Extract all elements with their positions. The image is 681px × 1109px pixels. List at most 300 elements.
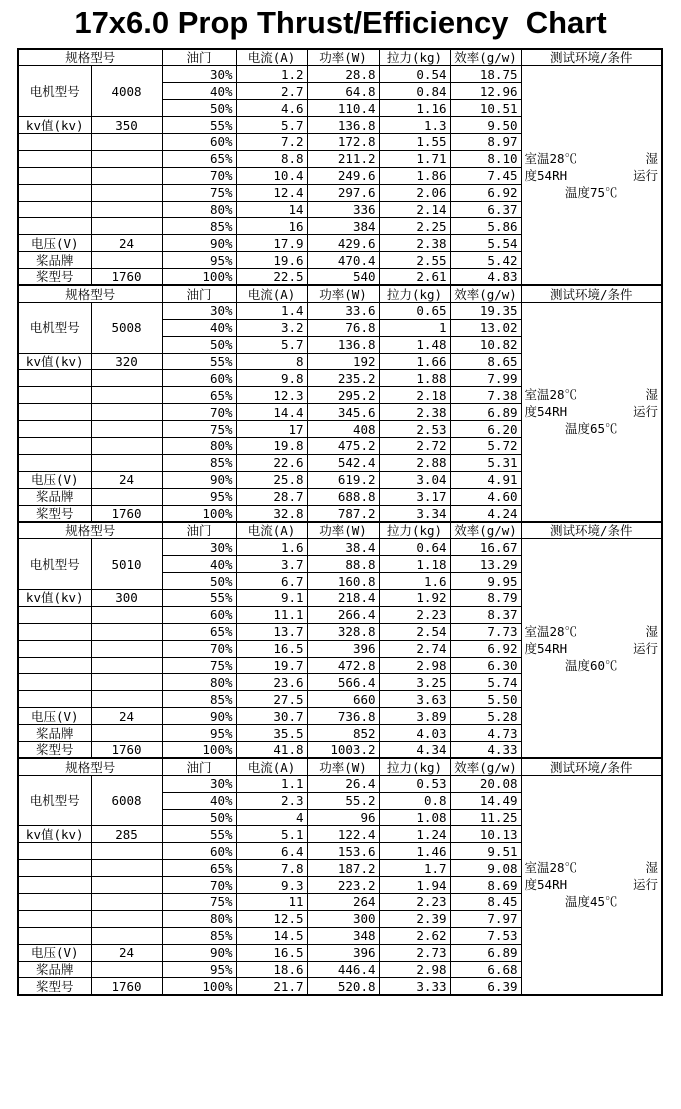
spec-value: 1760 <box>91 978 162 995</box>
spec-value-empty <box>91 877 162 894</box>
throttle-cell: 80% <box>162 437 236 454</box>
header-cell: 油门 <box>162 285 236 302</box>
current-cell: 16.5 <box>236 944 307 961</box>
spec-label-empty <box>18 370 91 387</box>
table-row <box>18 66 662 83</box>
thrust-cell: 0.64 <box>379 539 450 556</box>
thrust-cell: 1.71 <box>379 150 450 167</box>
thrust-cell: 0.8 <box>379 792 450 809</box>
current-cell: 14.4 <box>236 404 307 421</box>
spec-value-empty <box>91 133 162 150</box>
env-room-temp: 室温28℃ <box>524 860 578 876</box>
spec-value-empty <box>91 691 162 708</box>
throttle-cell: 70% <box>162 167 236 184</box>
chart-title: 17x6.0 Prop Thrust/Efficiency Chart <box>74 5 607 40</box>
current-cell: 12.5 <box>236 910 307 927</box>
thrust-cell: 1.86 <box>379 167 450 184</box>
spec-label: 桨型号 <box>18 742 91 759</box>
throttle-cell: 65% <box>162 860 236 877</box>
spec-label-empty <box>18 910 91 927</box>
efficiency-cell: 8.37 <box>450 606 521 623</box>
spec-label-empty <box>18 218 91 235</box>
thrust-cell: 2.61 <box>379 269 450 286</box>
current-cell: 5.1 <box>236 826 307 843</box>
header-row <box>18 522 662 539</box>
throttle-cell: 90% <box>162 944 236 961</box>
efficiency-cell: 11.25 <box>450 809 521 826</box>
spec-value: 5010 <box>91 539 162 590</box>
spec-label-empty <box>18 133 91 150</box>
thrust-cell: 2.23 <box>379 894 450 911</box>
throttle-cell: 65% <box>162 387 236 404</box>
throttle-cell: 75% <box>162 421 236 438</box>
power-cell: 619.2 <box>307 471 379 488</box>
thrust-efficiency-table <box>17 48 663 996</box>
env-text <box>525 150 659 201</box>
thrust-cell: 3.04 <box>379 471 450 488</box>
current-cell: 22.6 <box>236 454 307 471</box>
efficiency-cell: 9.08 <box>450 860 521 877</box>
current-cell: 28.7 <box>236 488 307 505</box>
throttle-cell: 65% <box>162 623 236 640</box>
spec-label: 电机型号 <box>18 302 91 353</box>
power-cell: 295.2 <box>307 387 379 404</box>
thrust-cell: 2.54 <box>379 623 450 640</box>
thrust-cell: 2.53 <box>379 421 450 438</box>
efficiency-cell: 6.68 <box>450 961 521 978</box>
env-humid-label: 湿 <box>645 150 659 166</box>
spec-value-empty <box>91 623 162 640</box>
current-cell: 1.2 <box>236 66 307 83</box>
header-cell: 电流(A) <box>236 522 307 539</box>
thrust-cell: 0.54 <box>379 66 450 83</box>
spec-value-empty <box>91 454 162 471</box>
env-humidity: 度54RH <box>524 877 568 893</box>
current-cell: 14 <box>236 201 307 218</box>
spec-value: 6008 <box>91 775 162 826</box>
spec-label-empty <box>18 691 91 708</box>
efficiency-cell: 19.35 <box>450 302 521 319</box>
power-cell: 88.8 <box>307 556 379 573</box>
efficiency-cell: 5.54 <box>450 235 521 252</box>
spec-label-empty <box>18 201 91 218</box>
spec-value-empty <box>91 437 162 454</box>
current-cell: 19.6 <box>236 252 307 269</box>
header-cell: 测试环境/条件 <box>521 758 662 775</box>
thrust-cell: 2.18 <box>379 387 450 404</box>
throttle-cell: 95% <box>162 961 236 978</box>
current-cell: 17 <box>236 421 307 438</box>
spec-value-empty <box>91 657 162 674</box>
spec-value-empty <box>91 860 162 877</box>
current-cell: 5.7 <box>236 117 307 134</box>
env-text <box>525 386 659 437</box>
throttle-cell: 55% <box>162 353 236 370</box>
current-cell: 16 <box>236 218 307 235</box>
current-cell: 14.5 <box>236 927 307 944</box>
env-run-label: 运行 <box>633 877 659 893</box>
thrust-cell: 1.6 <box>379 573 450 590</box>
throttle-cell: 100% <box>162 978 236 995</box>
power-cell: 76.8 <box>307 319 379 336</box>
throttle-cell: 75% <box>162 894 236 911</box>
throttle-cell: 75% <box>162 657 236 674</box>
spec-label: 电压(V) <box>18 708 91 725</box>
efficiency-cell: 6.92 <box>450 184 521 201</box>
power-cell: 852 <box>307 725 379 742</box>
throttle-cell: 80% <box>162 674 236 691</box>
current-cell: 8 <box>236 353 307 370</box>
thrust-cell: 1.7 <box>379 860 450 877</box>
thrust-cell: 2.06 <box>379 184 450 201</box>
throttle-cell: 80% <box>162 201 236 218</box>
power-cell: 540 <box>307 269 379 286</box>
header-spec: 规格型号 <box>18 758 162 775</box>
spec-label: kv值(kv) <box>18 590 91 607</box>
current-cell: 2.3 <box>236 792 307 809</box>
current-cell: 4.6 <box>236 100 307 117</box>
header-row <box>18 285 662 302</box>
header-cell: 功率(W) <box>307 285 379 302</box>
spec-label: 电机型号 <box>18 66 91 117</box>
spec-label: 桨型号 <box>18 978 91 995</box>
power-cell: 192 <box>307 353 379 370</box>
throttle-cell: 95% <box>162 725 236 742</box>
power-cell: 470.4 <box>307 252 379 269</box>
env-run-label: 运行 <box>633 640 659 656</box>
thrust-cell: 3.34 <box>379 505 450 522</box>
efficiency-cell: 12.96 <box>450 83 521 100</box>
throttle-cell: 40% <box>162 556 236 573</box>
spec-label: 电机型号 <box>18 775 91 826</box>
throttle-cell: 55% <box>162 117 236 134</box>
thrust-cell: 2.73 <box>379 944 450 961</box>
throttle-cell: 40% <box>162 792 236 809</box>
current-cell: 7.8 <box>236 860 307 877</box>
throttle-cell: 80% <box>162 910 236 927</box>
thrust-cell: 0.65 <box>379 302 450 319</box>
thrust-cell: 1.3 <box>379 117 450 134</box>
current-cell: 1.4 <box>236 302 307 319</box>
efficiency-cell: 5.74 <box>450 674 521 691</box>
efficiency-cell: 5.31 <box>450 454 521 471</box>
power-cell: 542.4 <box>307 454 379 471</box>
spec-value-empty <box>91 421 162 438</box>
throttle-cell: 60% <box>162 133 236 150</box>
throttle-cell: 90% <box>162 708 236 725</box>
throttle-cell: 90% <box>162 235 236 252</box>
spec-value-empty <box>91 218 162 235</box>
header-cell: 电流(A) <box>236 49 307 66</box>
efficiency-cell: 9.51 <box>450 843 521 860</box>
thrust-cell: 1 <box>379 319 450 336</box>
thrust-cell: 1.88 <box>379 370 450 387</box>
current-cell: 27.5 <box>236 691 307 708</box>
spec-label-empty <box>18 454 91 471</box>
power-cell: 55.2 <box>307 792 379 809</box>
env-run-temp: 温度75℃ <box>564 184 618 200</box>
current-cell: 18.6 <box>236 961 307 978</box>
efficiency-cell: 8.10 <box>450 150 521 167</box>
power-cell: 328.8 <box>307 623 379 640</box>
thrust-cell: 3.33 <box>379 978 450 995</box>
current-cell: 7.2 <box>236 133 307 150</box>
efficiency-cell: 4.24 <box>450 505 521 522</box>
thrust-cell: 2.98 <box>379 657 450 674</box>
current-cell: 30.7 <box>236 708 307 725</box>
spec-value-empty <box>91 640 162 657</box>
spec-value: 1760 <box>91 269 162 286</box>
efficiency-cell: 8.79 <box>450 590 521 607</box>
spec-value-empty <box>91 674 162 691</box>
efficiency-cell: 7.73 <box>450 623 521 640</box>
efficiency-cell: 16.67 <box>450 539 521 556</box>
throttle-cell: 100% <box>162 269 236 286</box>
header-spec: 规格型号 <box>18 49 162 66</box>
spec-value: 24 <box>91 708 162 725</box>
efficiency-cell: 8.69 <box>450 877 521 894</box>
current-cell: 2.7 <box>236 83 307 100</box>
spec-value-empty <box>91 927 162 944</box>
env-room-temp: 室温28℃ <box>524 150 578 166</box>
header-row <box>18 49 662 66</box>
thrust-cell: 0.84 <box>379 83 450 100</box>
power-cell: 736.8 <box>307 708 379 725</box>
test-environment <box>521 302 662 522</box>
spec-label-empty <box>18 674 91 691</box>
power-cell: 110.4 <box>307 100 379 117</box>
current-cell: 9.8 <box>236 370 307 387</box>
efficiency-cell: 7.53 <box>450 927 521 944</box>
efficiency-cell: 18.75 <box>450 66 521 83</box>
throttle-cell: 60% <box>162 606 236 623</box>
efficiency-cell: 8.45 <box>450 894 521 911</box>
efficiency-cell: 10.13 <box>450 826 521 843</box>
current-cell: 5.7 <box>236 336 307 353</box>
current-cell: 25.8 <box>236 471 307 488</box>
env-run-label: 运行 <box>633 404 659 420</box>
efficiency-cell: 10.82 <box>450 336 521 353</box>
throttle-cell: 60% <box>162 370 236 387</box>
spec-label: 电压(V) <box>18 471 91 488</box>
current-cell: 16.5 <box>236 640 307 657</box>
power-cell: 396 <box>307 944 379 961</box>
header-spec: 规格型号 <box>18 285 162 302</box>
spec-label: 桨型号 <box>18 505 91 522</box>
spec-value-empty <box>91 404 162 421</box>
thrust-cell: 1.94 <box>379 877 450 894</box>
throttle-cell: 50% <box>162 336 236 353</box>
power-cell: 408 <box>307 421 379 438</box>
thrust-cell: 1.66 <box>379 353 450 370</box>
throttle-cell: 70% <box>162 877 236 894</box>
power-cell: 264 <box>307 894 379 911</box>
efficiency-cell: 7.45 <box>450 167 521 184</box>
throttle-cell: 50% <box>162 573 236 590</box>
spec-label-empty <box>18 860 91 877</box>
power-cell: 660 <box>307 691 379 708</box>
thrust-cell: 3.89 <box>379 708 450 725</box>
spec-label: 桨品牌 <box>18 725 91 742</box>
power-cell: 1003.2 <box>307 742 379 759</box>
env-humidity: 度54RH <box>524 640 568 656</box>
throttle-cell: 90% <box>162 471 236 488</box>
test-environment <box>521 775 662 995</box>
header-cell: 效率(g/w) <box>450 285 521 302</box>
current-cell: 3.2 <box>236 319 307 336</box>
env-humid-label: 湿 <box>645 860 659 876</box>
thrust-cell: 1.24 <box>379 826 450 843</box>
throttle-cell: 85% <box>162 927 236 944</box>
power-cell: 187.2 <box>307 860 379 877</box>
spec-label: 桨品牌 <box>18 252 91 269</box>
efficiency-cell: 4.73 <box>450 725 521 742</box>
env-humidity: 度54RH <box>524 404 568 420</box>
current-cell: 32.8 <box>236 505 307 522</box>
spec-label: 桨品牌 <box>18 488 91 505</box>
header-cell: 油门 <box>162 758 236 775</box>
power-cell: 384 <box>307 218 379 235</box>
thrust-cell: 1.08 <box>379 809 450 826</box>
spec-label-empty <box>18 387 91 404</box>
power-cell: 787.2 <box>307 505 379 522</box>
spec-label: kv值(kv) <box>18 353 91 370</box>
spec-label-empty <box>18 437 91 454</box>
power-cell: 136.8 <box>307 117 379 134</box>
efficiency-cell: 7.38 <box>450 387 521 404</box>
current-cell: 12.4 <box>236 184 307 201</box>
current-cell: 23.6 <box>236 674 307 691</box>
test-environment <box>521 539 662 759</box>
power-cell: 348 <box>307 927 379 944</box>
header-cell: 效率(g/w) <box>450 49 521 66</box>
spec-value: 24 <box>91 235 162 252</box>
throttle-cell: 70% <box>162 640 236 657</box>
spec-label-empty <box>18 421 91 438</box>
env-run-temp: 温度45℃ <box>564 894 618 910</box>
efficiency-cell: 14.49 <box>450 792 521 809</box>
env-humid-label: 湿 <box>645 623 659 639</box>
current-cell: 6.4 <box>236 843 307 860</box>
header-cell: 测试环境/条件 <box>521 285 662 302</box>
current-cell: 41.8 <box>236 742 307 759</box>
spec-value-empty <box>91 167 162 184</box>
thrust-cell: 2.72 <box>379 437 450 454</box>
power-cell: 218.4 <box>307 590 379 607</box>
spec-label: kv值(kv) <box>18 826 91 843</box>
spec-value-empty <box>91 201 162 218</box>
efficiency-cell: 9.95 <box>450 573 521 590</box>
spec-label-empty <box>18 404 91 421</box>
thrust-cell: 2.98 <box>379 961 450 978</box>
efficiency-cell: 6.89 <box>450 404 521 421</box>
power-cell: 38.4 <box>307 539 379 556</box>
spec-value: 1760 <box>91 505 162 522</box>
header-cell: 效率(g/w) <box>450 758 521 775</box>
current-cell: 21.7 <box>236 978 307 995</box>
spec-label: 电压(V) <box>18 235 91 252</box>
current-cell: 12.3 <box>236 387 307 404</box>
spec-label-empty <box>18 184 91 201</box>
thrust-cell: 2.14 <box>379 201 450 218</box>
efficiency-cell: 7.99 <box>450 370 521 387</box>
current-cell: 3.7 <box>236 556 307 573</box>
throttle-cell: 30% <box>162 302 236 319</box>
env-room-temp: 室温28℃ <box>524 623 578 639</box>
current-cell: 1.6 <box>236 539 307 556</box>
header-cell: 效率(g/w) <box>450 522 521 539</box>
efficiency-cell: 7.97 <box>450 910 521 927</box>
throttle-cell: 60% <box>162 843 236 860</box>
header-cell: 功率(W) <box>307 49 379 66</box>
header-cell: 测试环境/条件 <box>521 522 662 539</box>
efficiency-cell: 8.65 <box>450 353 521 370</box>
header-cell: 电流(A) <box>236 758 307 775</box>
spec-value <box>91 961 162 978</box>
spec-value: 5008 <box>91 302 162 353</box>
efficiency-cell: 6.37 <box>450 201 521 218</box>
header-cell: 拉力(kg) <box>379 758 450 775</box>
power-cell: 153.6 <box>307 843 379 860</box>
thrust-cell: 2.55 <box>379 252 450 269</box>
power-cell: 429.6 <box>307 235 379 252</box>
spec-label: 桨型号 <box>18 269 91 286</box>
spec-value: 320 <box>91 353 162 370</box>
spec-label-empty <box>18 657 91 674</box>
power-cell: 160.8 <box>307 573 379 590</box>
efficiency-cell: 5.42 <box>450 252 521 269</box>
current-cell: 11.1 <box>236 606 307 623</box>
efficiency-cell: 6.20 <box>450 421 521 438</box>
throttle-cell: 75% <box>162 184 236 201</box>
efficiency-cell: 4.91 <box>450 471 521 488</box>
spec-value-empty <box>91 150 162 167</box>
env-run-temp: 温度60℃ <box>564 657 618 673</box>
header-cell: 拉力(kg) <box>379 522 450 539</box>
spec-label-empty <box>18 843 91 860</box>
spec-value-empty <box>91 894 162 911</box>
thrust-cell: 3.63 <box>379 691 450 708</box>
power-cell: 172.8 <box>307 133 379 150</box>
spec-label-empty <box>18 894 91 911</box>
current-cell: 10.4 <box>236 167 307 184</box>
spec-label: 电压(V) <box>18 944 91 961</box>
env-run-label: 运行 <box>633 167 659 183</box>
header-cell: 功率(W) <box>307 522 379 539</box>
thrust-cell: 2.39 <box>379 910 450 927</box>
throttle-cell: 50% <box>162 100 236 117</box>
throttle-cell: 95% <box>162 488 236 505</box>
table-row <box>18 775 662 792</box>
table-row <box>18 539 662 556</box>
throttle-cell: 85% <box>162 691 236 708</box>
env-humidity: 度54RH <box>524 167 568 183</box>
spec-value-empty <box>91 370 162 387</box>
thrust-cell: 3.25 <box>379 674 450 691</box>
env-text <box>525 859 659 910</box>
spec-label: 电机型号 <box>18 539 91 590</box>
header-cell: 功率(W) <box>307 758 379 775</box>
current-cell: 1.1 <box>236 775 307 792</box>
efficiency-cell: 5.86 <box>450 218 521 235</box>
power-cell: 223.2 <box>307 877 379 894</box>
current-cell: 19.7 <box>236 657 307 674</box>
throttle-cell: 55% <box>162 826 236 843</box>
throttle-cell: 65% <box>162 150 236 167</box>
current-cell: 22.5 <box>236 269 307 286</box>
throttle-cell: 85% <box>162 454 236 471</box>
thrust-cell: 1.16 <box>379 100 450 117</box>
